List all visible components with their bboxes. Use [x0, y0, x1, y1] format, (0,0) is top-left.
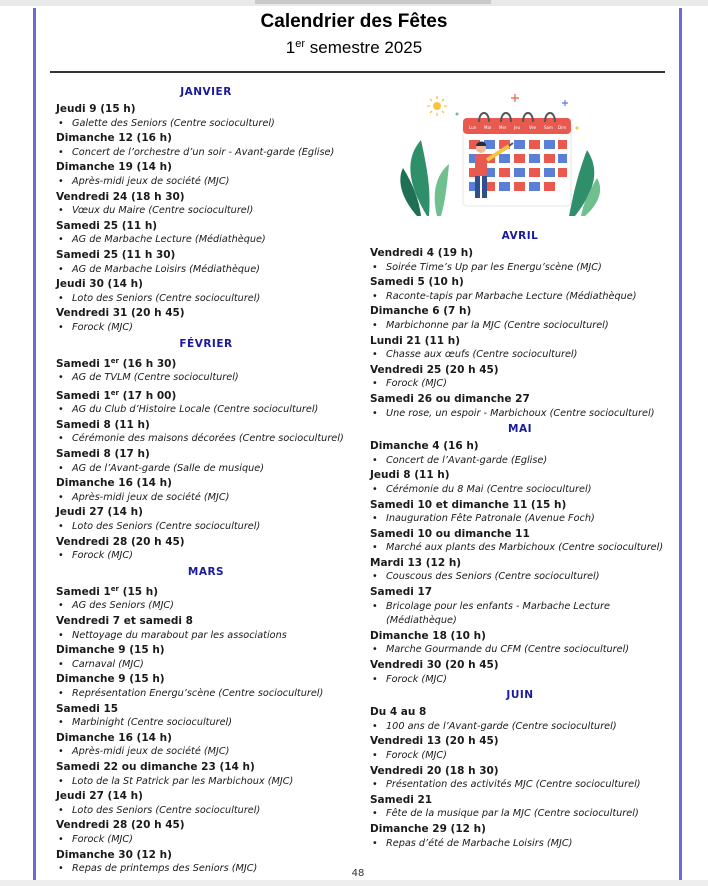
event-date	[56, 582, 356, 600]
event-item: • Chasse aux œufs (Centre socioculturel)	[370, 348, 670, 363]
event-date: Jeudi 8 (11 h)	[370, 469, 450, 482]
event-date: Dimanche 19 (14 h)	[56, 161, 172, 174]
event-date: Dimanche 9 (15 h)	[56, 673, 165, 686]
event-date: Jeudi 27 (14 h)	[56, 790, 143, 803]
subtitle-superscript: er	[295, 38, 306, 50]
event-date: Vendredi 28 (20 h 45)	[56, 535, 185, 548]
event-date: Lundi 21 (11 h)	[370, 334, 461, 347]
left-border-line	[33, 8, 36, 880]
page-subtitle	[0, 38, 708, 58]
date-part: Samedi 1	[56, 389, 111, 402]
top-scroll-bar	[0, 0, 708, 6]
event-item: • Galette des Seniors (Centre socioculturel)	[56, 117, 356, 132]
event-item: • AG du Club d’Histoire Locale (Centre socioculturel)	[56, 403, 356, 418]
event-item: • Repas d’été de Marbache Loisirs (MJC)	[370, 837, 670, 852]
event-item: • Carnaval (MJC)	[56, 658, 356, 673]
date-part: (16 h 30)	[119, 357, 177, 370]
event-item: • Marche Gourmande du CFM (Centre socioculturel)	[370, 643, 670, 658]
event-date: Du 4 au 8	[370, 706, 427, 719]
event-item: • Cérémonie du 8 Mai (Centre socioculturel)	[370, 483, 670, 498]
weekday-label: Lun	[469, 125, 477, 130]
date-superscript: er	[110, 356, 119, 365]
event-date: Vendredi 13 (20 h 45)	[370, 735, 499, 748]
event-date: Samedi 17	[370, 586, 433, 599]
event-date: Samedi 10 ou dimanche 11	[370, 527, 530, 540]
event-item: • AG de l’Avant-garde (Salle de musique)	[56, 462, 356, 477]
event-date: Dimanche 12 (16 h)	[56, 132, 172, 145]
month-heading-avril: AVRIL	[501, 230, 539, 242]
event-date: Samedi 10 et dimanche 11 (15 h)	[370, 498, 567, 511]
event-item: • Forock (MJC)	[56, 549, 356, 564]
event-date: Mardi 13 (12 h)	[370, 556, 462, 569]
event-item: • AG de TVLM (Centre socioculturel)	[56, 371, 356, 386]
date-part: (17 h 00)	[119, 389, 177, 402]
month-heading-mars: MARS	[187, 565, 225, 578]
left-column	[56, 84, 356, 877]
event-item: • Couscous des Seniors (Centre socioculturel)	[370, 570, 670, 585]
title-rule	[50, 71, 665, 73]
event-item: • Loto des Seniors (Centre socioculturel)	[56, 804, 356, 819]
weekday-label: Ven	[529, 125, 537, 130]
event-item: • Raconte-tapis par Marbache Lecture (Médiathèque)	[370, 290, 670, 305]
event-item: • Repas de printemps des Seniors (MJC)	[56, 862, 356, 877]
weekday-label: Mar	[484, 125, 492, 130]
event-date: Samedi 25 (11 h)	[56, 219, 158, 232]
event-item: • Loto des Seniors (Centre socioculturel)	[56, 292, 356, 307]
calendar-illustration	[397, 88, 602, 220]
event-date: Samedi 22 ou dimanche 23 (14 h)	[56, 760, 255, 773]
sun-icon	[427, 96, 447, 116]
event-item: • Après-midi jeux de société (MJC)	[56, 175, 356, 190]
event-date: Samedi 25 (11 h 30)	[56, 248, 176, 261]
leaf-decoration-left	[400, 140, 449, 216]
date-superscript: er	[110, 388, 119, 397]
event-item: • Marché aux plants des Marbichoux (Centre socioculturel)	[370, 541, 670, 556]
calendar-weekday-labels	[469, 125, 566, 130]
event-item: • Bricolage pour les enfants - Marbache Lecture (Médiathèque)	[370, 600, 626, 629]
event-item: • Inauguration Fête Patronale (Avenue Foch)	[370, 512, 670, 527]
page-number: 48	[351, 868, 365, 879]
event-date: Samedi 8 (11 h)	[56, 418, 150, 431]
page-title: Calendrier des Fêtes	[260, 11, 448, 32]
event-date: Dimanche 16 (14 h)	[56, 477, 172, 490]
event-item: • Concert de l’orchestre d’un soir - Avant-garde (Eglise)	[56, 146, 356, 161]
event-item: • Forock (MJC)	[370, 673, 670, 688]
event-date: Vendredi 31 (20 h 45)	[56, 307, 185, 320]
event-item: • Loto de la St Patrick par les Marbichoux (MJC)	[56, 775, 356, 790]
event-item: • Soirée Time’s Up par les Energu’scène (MJC)	[370, 261, 670, 276]
date-superscript: er	[110, 584, 119, 593]
event-item: • Une rose, un espoir - Marbichoux (Centre socioculturel)	[370, 407, 670, 422]
event-item: • Forock (MJC)	[56, 833, 356, 848]
event-item: • Concert de l’Avant-garde (Eglise)	[370, 454, 670, 469]
event-date: Samedi 15	[56, 702, 119, 715]
event-date: Dimanche 9 (15 h)	[56, 644, 165, 657]
event-date: Vendredi 24 (18 h 30)	[56, 190, 185, 203]
event-date: Jeudi 9 (15 h)	[56, 103, 136, 115]
event-date: Vendredi 25 (20 h 45)	[370, 363, 499, 376]
event-item: • Cérémonie des maisons décorées (Centre socioculturel)	[56, 432, 356, 447]
leaf-decoration-right	[569, 150, 600, 216]
right-column	[370, 228, 670, 851]
weekday-label: Jeu	[514, 125, 521, 130]
event-date	[56, 386, 356, 404]
event-date: Samedi 26 ou dimanche 27	[370, 392, 530, 405]
event-date: Vendredi 7 et samedi 8	[56, 615, 193, 627]
event-date: Dimanche 4 (16 h)	[370, 440, 479, 453]
event-item: • AG des Seniors (MJC)	[56, 599, 356, 614]
right-border-line	[679, 8, 682, 880]
event-date: Dimanche 29 (12 h)	[370, 822, 486, 835]
date-part: Samedi 1	[56, 585, 111, 598]
event-date: Samedi 5 (10 h)	[370, 276, 464, 289]
event-item: • Après-midi jeux de société (MJC)	[56, 745, 356, 760]
event-date	[56, 354, 356, 372]
event-item: • Marbichonne par la MJC (Centre socioculturel)	[370, 319, 670, 334]
event-item: • Forock (MJC)	[56, 321, 356, 336]
event-date: Dimanche 30 (12 h)	[56, 848, 172, 861]
event-item: • Forock (MJC)	[370, 377, 670, 392]
event-date: Samedi 21	[370, 793, 433, 806]
event-date: Samedi 8 (17 h)	[56, 448, 150, 461]
event-date: Jeudi 30 (14 h)	[56, 278, 143, 291]
event-date: Vendredi 28 (20 h 45)	[56, 819, 185, 832]
event-item: • Marbinight (Centre socioculturel)	[56, 716, 356, 731]
event-item: • Loto des Seniors (Centre socioculturel)	[56, 520, 356, 535]
month-heading-fevrier: FÉVRIER	[179, 337, 233, 350]
event-date: Jeudi 27 (14 h)	[56, 506, 143, 519]
event-item: • Vœux du Maire (Centre socioculturel)	[56, 204, 356, 219]
month-heading-juin: JUIN	[506, 689, 534, 702]
event-item: • 100 ans de l’Avant-garde (Centre socioculturel)	[370, 720, 670, 735]
weekday-label: Dim	[558, 125, 567, 130]
event-item: • Nettoyage du marabout par les associations	[56, 629, 356, 644]
event-item: • Après-midi jeux de société (MJC)	[56, 491, 356, 506]
date-part: (15 h)	[119, 585, 158, 598]
event-date: Dimanche 16 (14 h)	[56, 731, 172, 744]
event-date: Vendredi 30 (20 h 45)	[370, 659, 499, 672]
subtitle-number: 1	[285, 38, 296, 57]
event-date: Vendredi 4 (19 h)	[370, 247, 474, 259]
subtitle-rest: semestre 2025	[305, 38, 423, 57]
month-heading-mai: MAI	[508, 423, 532, 436]
weekday-label: Sam	[544, 125, 553, 130]
event-item: • Fête de la musique par la MJC (Centre socioculturel)	[370, 807, 670, 822]
event-item: • Présentation des activités MJC (Centre socioculturel)	[370, 778, 670, 793]
event-date: Dimanche 18 (10 h)	[370, 629, 486, 642]
event-item: • Forock (MJC)	[370, 749, 670, 764]
event-date: Vendredi 20 (18 h 30)	[370, 764, 499, 777]
date-part: Samedi 1	[56, 357, 111, 370]
month-heading-janvier: JANVIER	[180, 86, 232, 98]
event-item: • Représentation Energu’scène (Centre socioculturel)	[56, 687, 356, 702]
event-item: • AG de Marbache Lecture (Médiathèque)	[56, 233, 356, 248]
bottom-bar	[0, 880, 708, 886]
weekday-label: Mer	[499, 125, 507, 130]
event-item: • AG de Marbache Loisirs (Médiathèque)	[56, 263, 356, 278]
event-date: Dimanche 6 (7 h)	[370, 305, 472, 318]
